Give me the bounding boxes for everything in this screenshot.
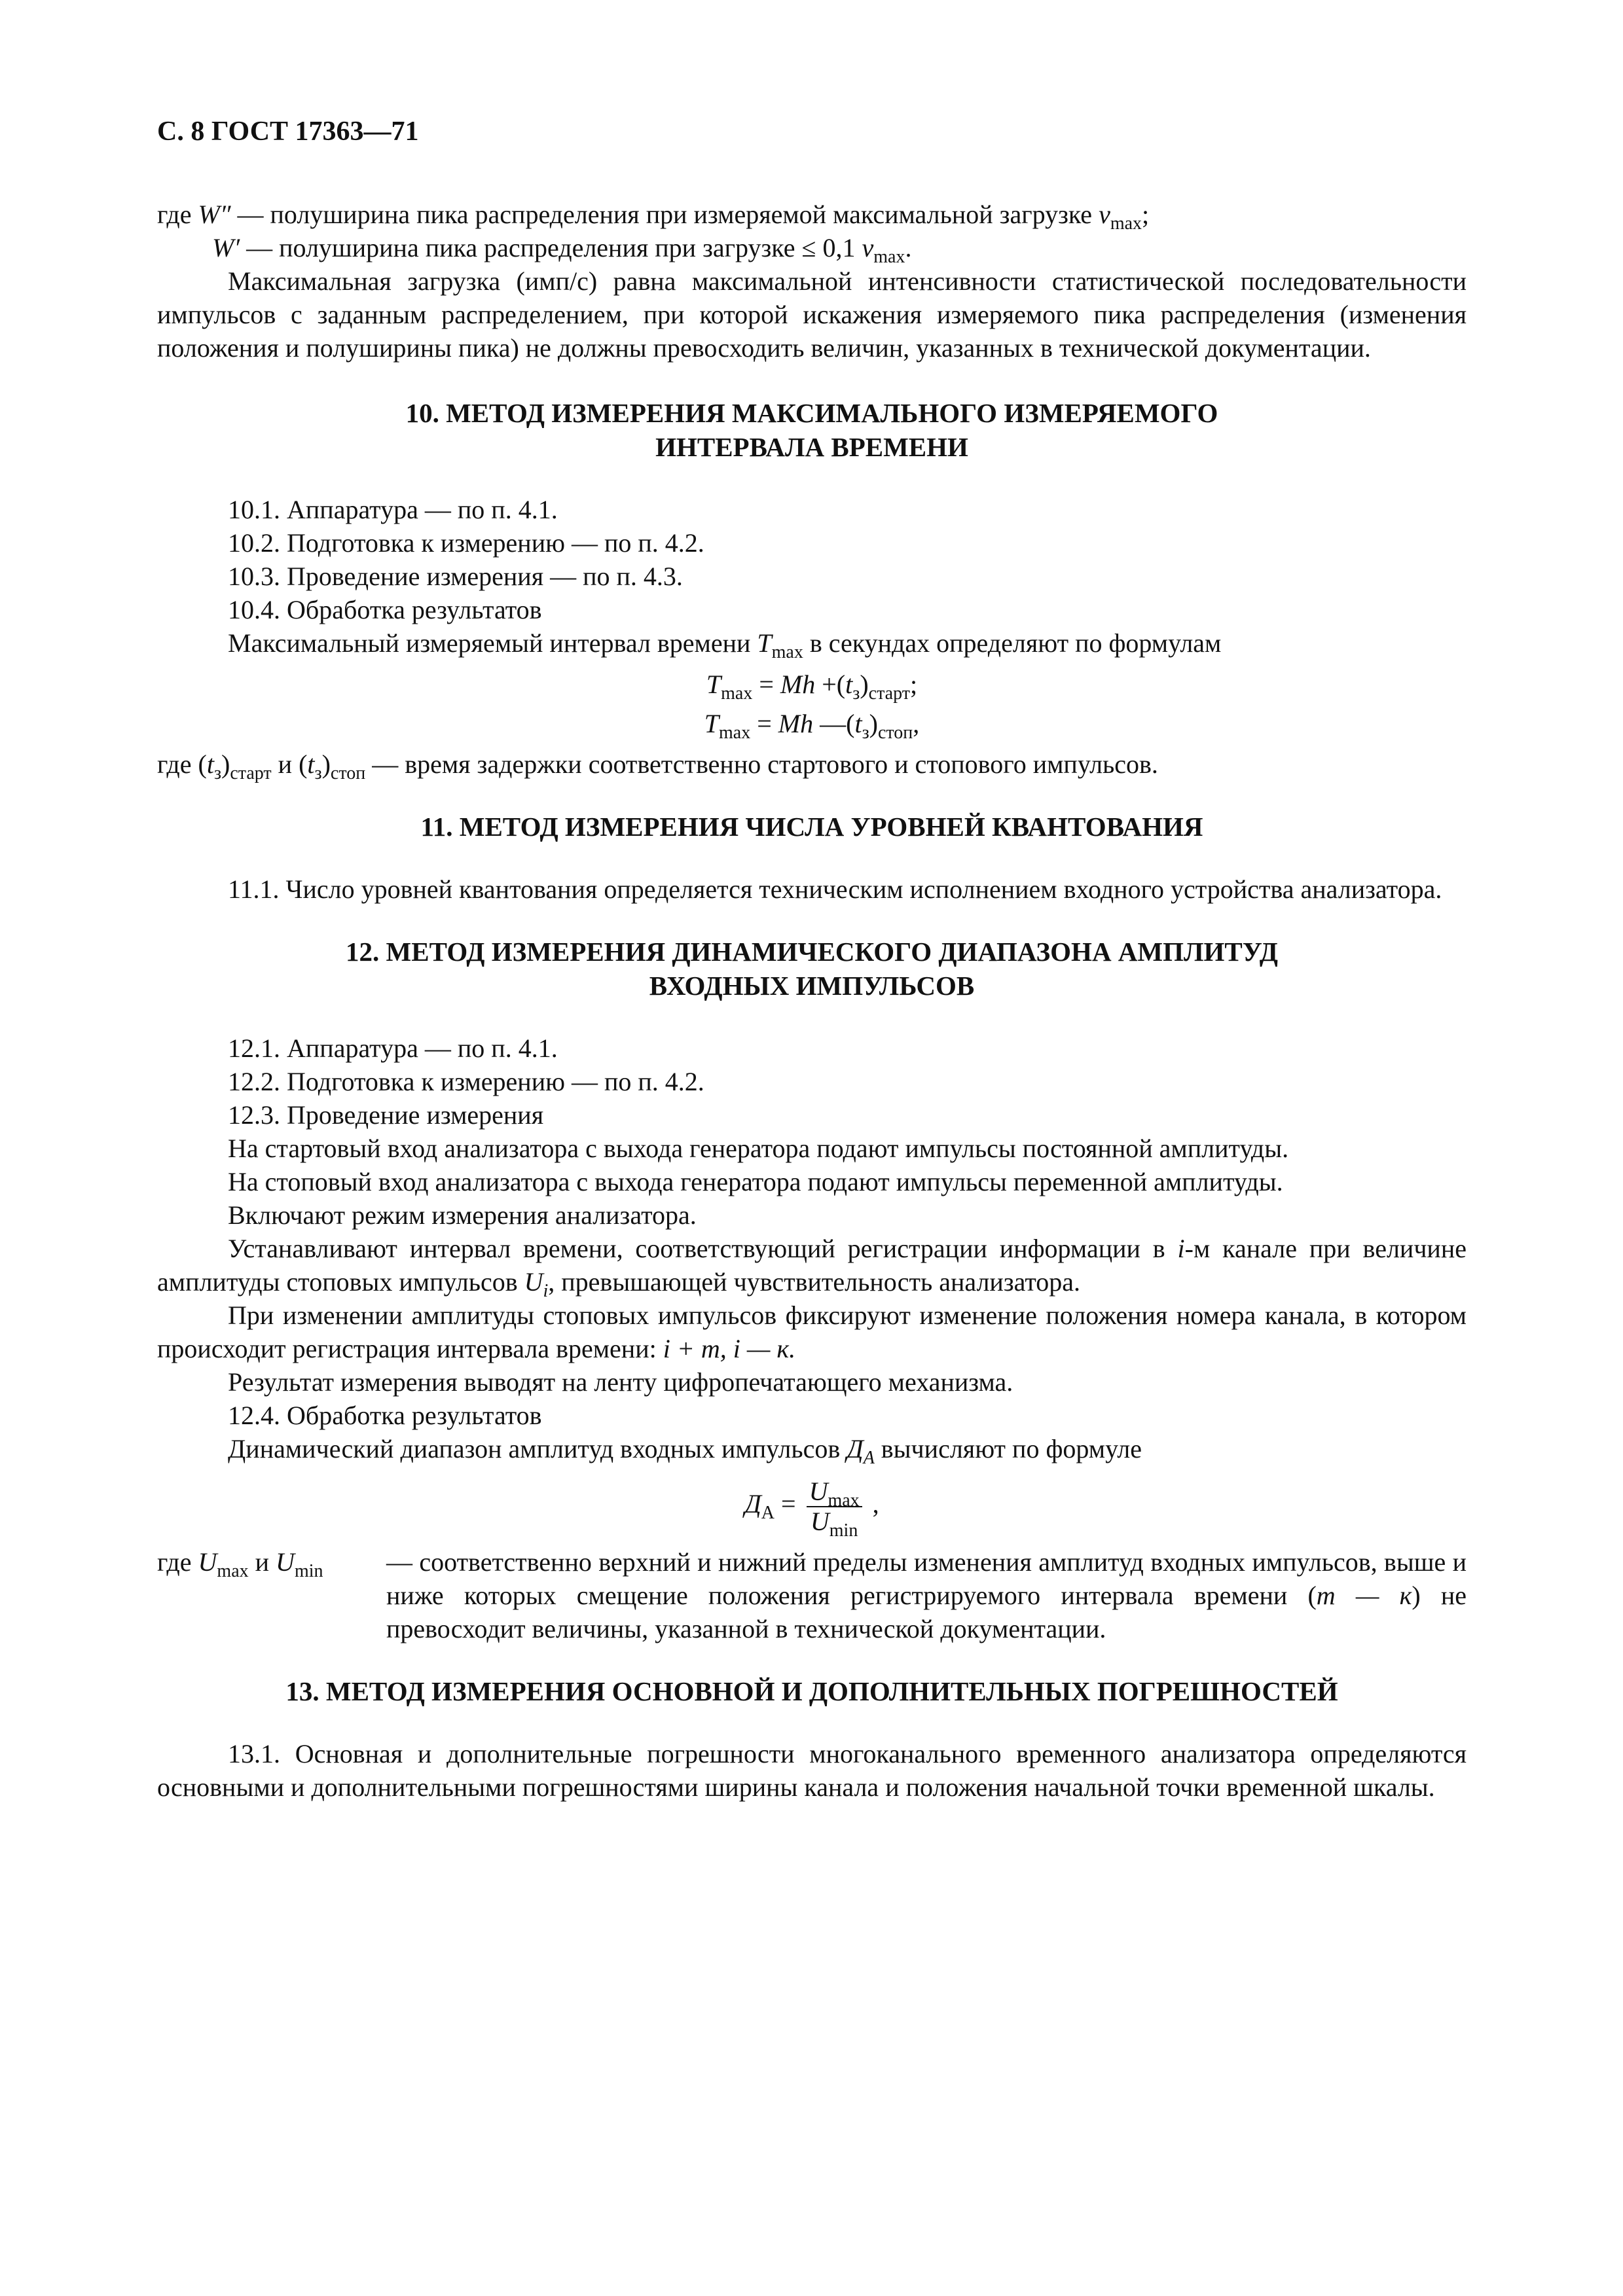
definition-w1: W′ — полуширина пика распределения при загрузке ≤ 0,1 $v_{max}$. xyxy=(212,233,912,267)
amplitude-change-paragraph: При изменении амплитуды стоповых импульсов фиксируют изменение положения номера канала, в котором происходит регистрация интервала времени: i + m, i — к. xyxy=(157,1300,1467,1363)
stop-input-paragraph: На стоповый вход анализатора с выхода генератора подают импульсы переменной амплитуды. xyxy=(228,1167,1283,1196)
formula-tmax-stop: $T_{max} = Mh$ $—(t_з)_{стоп}$, xyxy=(704,709,920,743)
item-12-1: 12.1. Аппаратура — по п. 4.1. xyxy=(228,1033,558,1063)
item-13-1: 13.1. Основная и дополнительные погрешности многоканального временного анализатора определяются основными и дополнительными погрешностями ширины канала и положения начальной точки временной шкалы. xyxy=(157,1739,1467,1802)
formula-lead-10: Максимальный измеряемый интервал времени $T_{max}$ в секундах определяют по формулам xyxy=(228,628,1222,662)
start-input-paragraph: На стартовый вход анализатора с выхода генератора подают импульсы постоянной амплитуды. xyxy=(228,1134,1289,1163)
interval-set-paragraph: Устанавливают интервал времени, соответствующий регистрации информации в i-м канале при величине амплитуды стоповых импульсов $U_i$, превышающей чувствительность анализатора. xyxy=(157,1234,1467,1301)
formula-dynamic-range: $Д_A$ = $\frac{U_{max}}{U_{min}}$ , xyxy=(744,1477,879,1541)
result-output-paragraph: Результат измерения выводят на ленту цифропечатающего механизма. xyxy=(228,1367,1013,1397)
where-delay-times: где $(t_з)_{старт}$ и $(t_з)_{стоп}$ — время задержки соответственно стартового и стопового импульсов. xyxy=(157,749,1158,783)
formula-lead-12: Динамический диапазон амплитуд входных импульсов $Д_A$ вычисляют по формуле xyxy=(228,1434,1142,1468)
section-12-title: 12. МЕТОД ИЗМЕРЕНИЯ ДИНАМИЧЕСКОГО ДИАПАЗОНА АМПЛИТУД ВХОДНЫХ ИМПУЛЬСОВ xyxy=(346,937,1278,1001)
page-header: С. 8 ГОСТ 17363—71 xyxy=(157,117,419,147)
item-10-2: 10.2. Подготовка к измерению — по п. 4.2. xyxy=(228,528,704,558)
item-12-2: 12.2. Подготовка к измерению — по п. 4.2. xyxy=(228,1067,704,1096)
definition-w2: где W″ — полуширина пика распределения при измеряемой максимальной загрузке $v_{max}$; xyxy=(157,200,1150,234)
item-11-1: 11.1. Число уровней квантования определяется техническим исполнением входного устройства анализатора. xyxy=(228,874,1442,904)
item-10-4: 10.4. Обработка результатов xyxy=(228,595,542,624)
section-10-title: 10. МЕТОД ИЗМЕРЕНИЯ МАКСИМАЛЬНОГО ИЗМЕРЯЕМОГО ИНТЕРВАЛА ВРЕМЕНИ xyxy=(405,398,1218,462)
item-12-3: 12.3. Проведение измерения xyxy=(228,1100,544,1130)
formula-tmax-start: $T_{max} = Mh +(t_з)_{старт}$; xyxy=(706,670,918,704)
item-12-4: 12.4. Обработка результатов xyxy=(228,1401,542,1430)
document-page xyxy=(157,115,1467,1804)
item-10-3: 10.3. Проведение измерения — по п. 4.3. xyxy=(228,562,683,591)
max-load-paragraph: Максимальная загрузка (имп/с) равна максимальной интенсивности статистической последовательности импульсов с заданным распределением, при которой искажения измеряемого пика распределения (изменения положения и полуширины пика) не должны превосходить величин, указанных в технической документации. xyxy=(157,266,1467,363)
section-13-title: 13. МЕТОД ИЗМЕРЕНИЯ ОСНОВНОЙ И ДОПОЛНИТЕЛЬНЫХ ПОГРЕШНОСТЕЙ xyxy=(285,1676,1338,1706)
where-umax-umin: где $U_{max}$ и $U_{min}$ — соответственно верхний и нижний пределы изменения амплитуд входных импульсов, выше и ниже которых смещение положения регистрируемого интервала времени (m — к) не превосходит величины, указанной в технической документации. xyxy=(157,1547,1467,1643)
fraction: $\frac{U_{max}}{U_{min}}$ xyxy=(807,1477,862,1536)
section-11-title: 11. МЕТОД ИЗМЕРЕНИЯ ЧИСЛА УРОВНЕЙ КВАНТОВАНИЯ xyxy=(420,812,1203,842)
item-10-1: 10.1. Аппаратура — по п. 4.1. xyxy=(228,495,558,524)
measure-mode-paragraph: Включают режим измерения анализатора. xyxy=(228,1200,697,1230)
